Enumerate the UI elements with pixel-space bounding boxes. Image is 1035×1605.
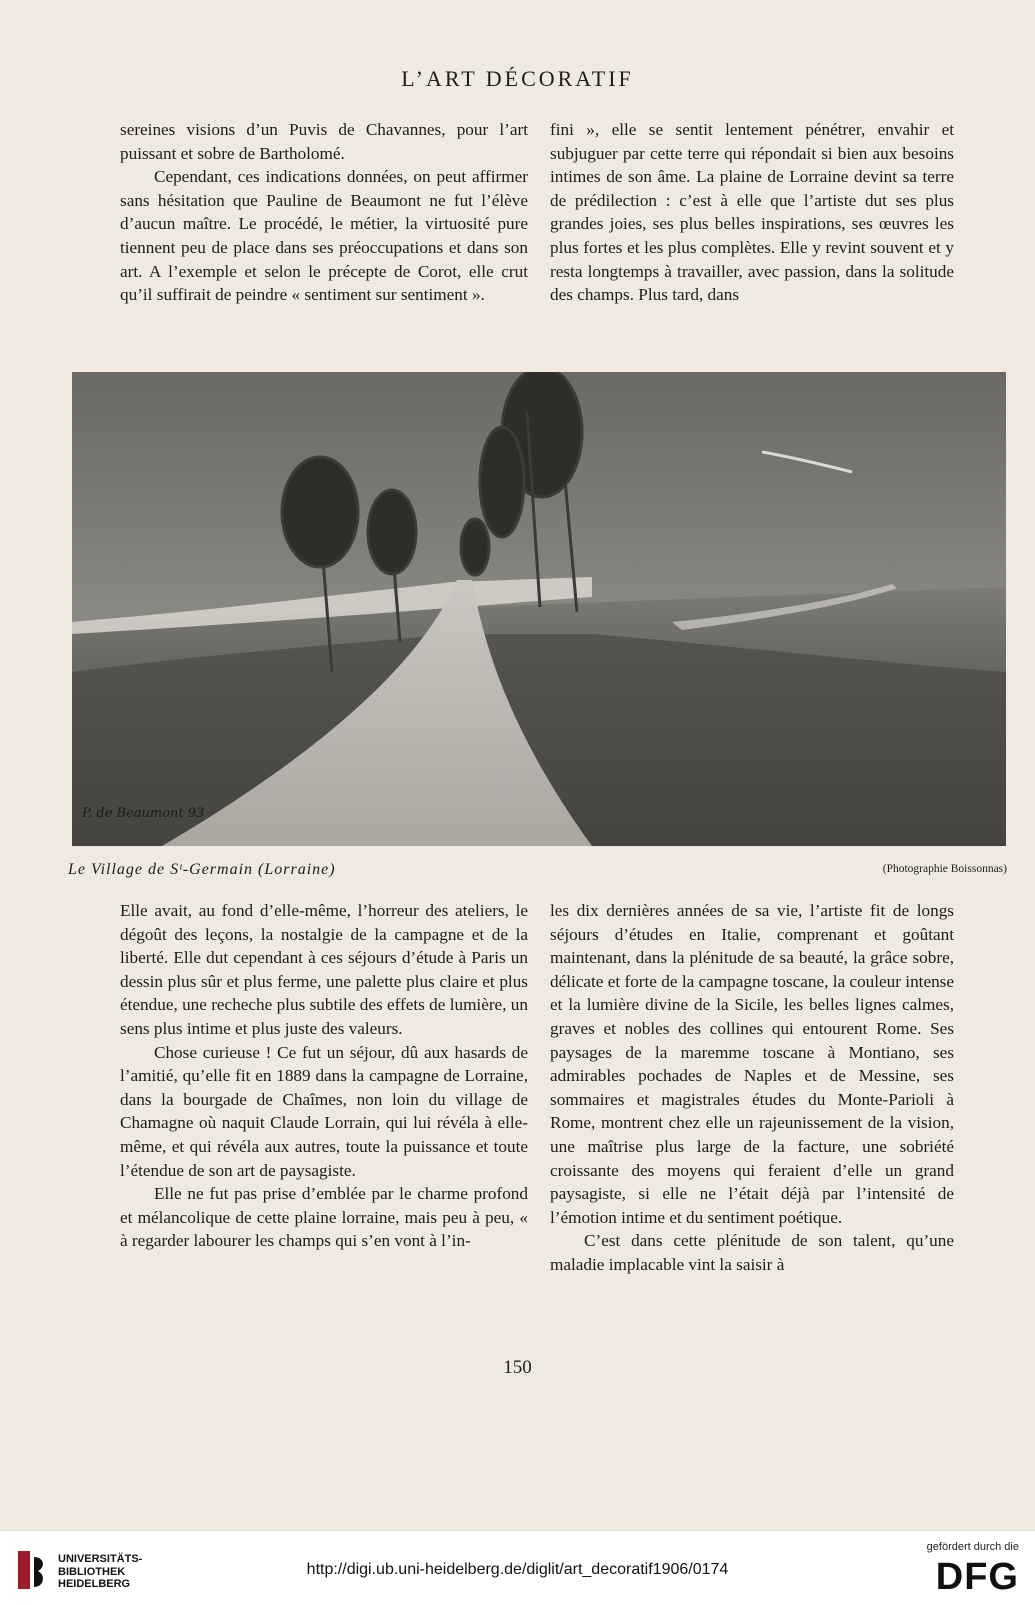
column-top-left xyxy=(120,118,528,307)
paragraph: C’est dans cette plénitude de son talent, qu’une maladie implacable vint la saisir à xyxy=(550,1231,954,1274)
page-number: 150 xyxy=(503,1357,532,1378)
paragraph: sereines visions d’un Puvis de Chavannes, pour l’art puissant et sobre de Bartholomé. xyxy=(120,120,528,163)
paragraph: Elle avait, au fond d’elle-même, l’horreur des ateliers, le dégoût des leçons, la nostalgie de la campagne et de la liberté. Elle dut cependant à ces séjours d’étude à Paris un dessin plus sûr et plus ferme, une palette plus claire et plus étendue, une recheche plus subtile des effets de lumière, un sens plus intime et plus juste des valeurs. xyxy=(120,901,528,1038)
column-top-right xyxy=(550,118,954,307)
paragraph: Elle ne fut pas prise d’emblée par le charme profond et mélancolique de cette plaine lorraine, mais peu à peu, « à regarder labourer les champs qui s’en vont à l’in- xyxy=(120,1184,528,1251)
source-url-link[interactable]: http://digi.ub.uni-heidelberg.de/diglit/art_decoratif1906/0174 xyxy=(306,1561,729,1578)
landscape-photograph xyxy=(72,372,1006,846)
photo-credit: (Photographie Boissonnas) xyxy=(882,863,1007,875)
library-line: BIBLIOTHEK xyxy=(58,1565,126,1578)
column-bottom-right xyxy=(550,899,954,1277)
painting-signature: P. de Beaumont 93 xyxy=(82,806,205,821)
paragraph: Chose curieuse ! Ce fut un séjour, dû aux hasards de l’amitié, qu’elle fit en 1889 dans la campagne de Lorraine, dans la bourgade de Chaîmes, non loin du village de Chamagne où naquit Claude Lorrain, qui lui révéla à elle-même, et qui révéla aux autres, toute la puissance et toute l’étendue de son art de paysagiste. xyxy=(120,1042,528,1180)
running-head: L’ART DÉCORATIF xyxy=(401,66,634,91)
paragraph: les dix dernières années de sa vie, l’artiste fit de longs séjours d’études en Italie, comprenant et goûtant maintenant, dans la plénitude de sa beauté, la grâce sobre, délicate et forte de la campagne toscane, la couleur intense et la lumière divine de la Sicile, les belles lignes calmes, graves et nobles des collines qui entourent Rome. Ses paysages de la maremme toscane à Montiano, ses admirables pochades de Naples et de Messine, ses sommaires et magistrales études du Monte-Parioli à Rome, montrent chez elle un rajeunissement de la vision, une maîtrise plus large de la facture, une sobriété croissante des moyens qui feraient d’elle un grand paysagiste, si elle ne l’était déjà par l’intensité de l’émotion intime et du sentiment poétique. xyxy=(550,901,954,1227)
paragraph: fini », elle se sentit lentement pénétrer, envahir et subjuguer par cette terre qui répondait si bien aux besoins intimes de son âme. La plaine de Lorraine devint sa terre de prédilection : c’est à elle que l’artiste dut ses plus grandes joies, ses plus belles inspirations, ses œuvres les plus fortes et les plus complètes. Elle y revint souvent et y resta longtemps à travailler, avec passion, dans la solitude des champs. Plus tard, dans xyxy=(550,120,954,305)
dfg-logo: DFG xyxy=(935,1556,1019,1598)
landscape-painting xyxy=(72,372,1006,846)
column-bottom-left xyxy=(120,899,528,1253)
paragraph: Cependant, ces indications données, on peut affirmer sans hésitation que Pauline de Beaumont ne fut l’élève d’aucun maître. Le procédé, le métier, la virtuosité pure tiennent peu de place dans ses préoccupations et dans son art. A l’exemple et selon le précepte de Corot, elle crut qu’il suffirait de peindre « sentiment sur sentiment ». xyxy=(120,167,528,305)
library-line: HEIDELBERG xyxy=(58,1578,131,1590)
sponsor-label: gefördert durch die xyxy=(926,1541,1019,1553)
library-line: UNIVERSITÄTS- xyxy=(58,1553,143,1565)
figure-caption: Le Village de Sᵗ-Germain (Lorraine) xyxy=(68,861,336,878)
footer-bar xyxy=(0,1530,1035,1605)
